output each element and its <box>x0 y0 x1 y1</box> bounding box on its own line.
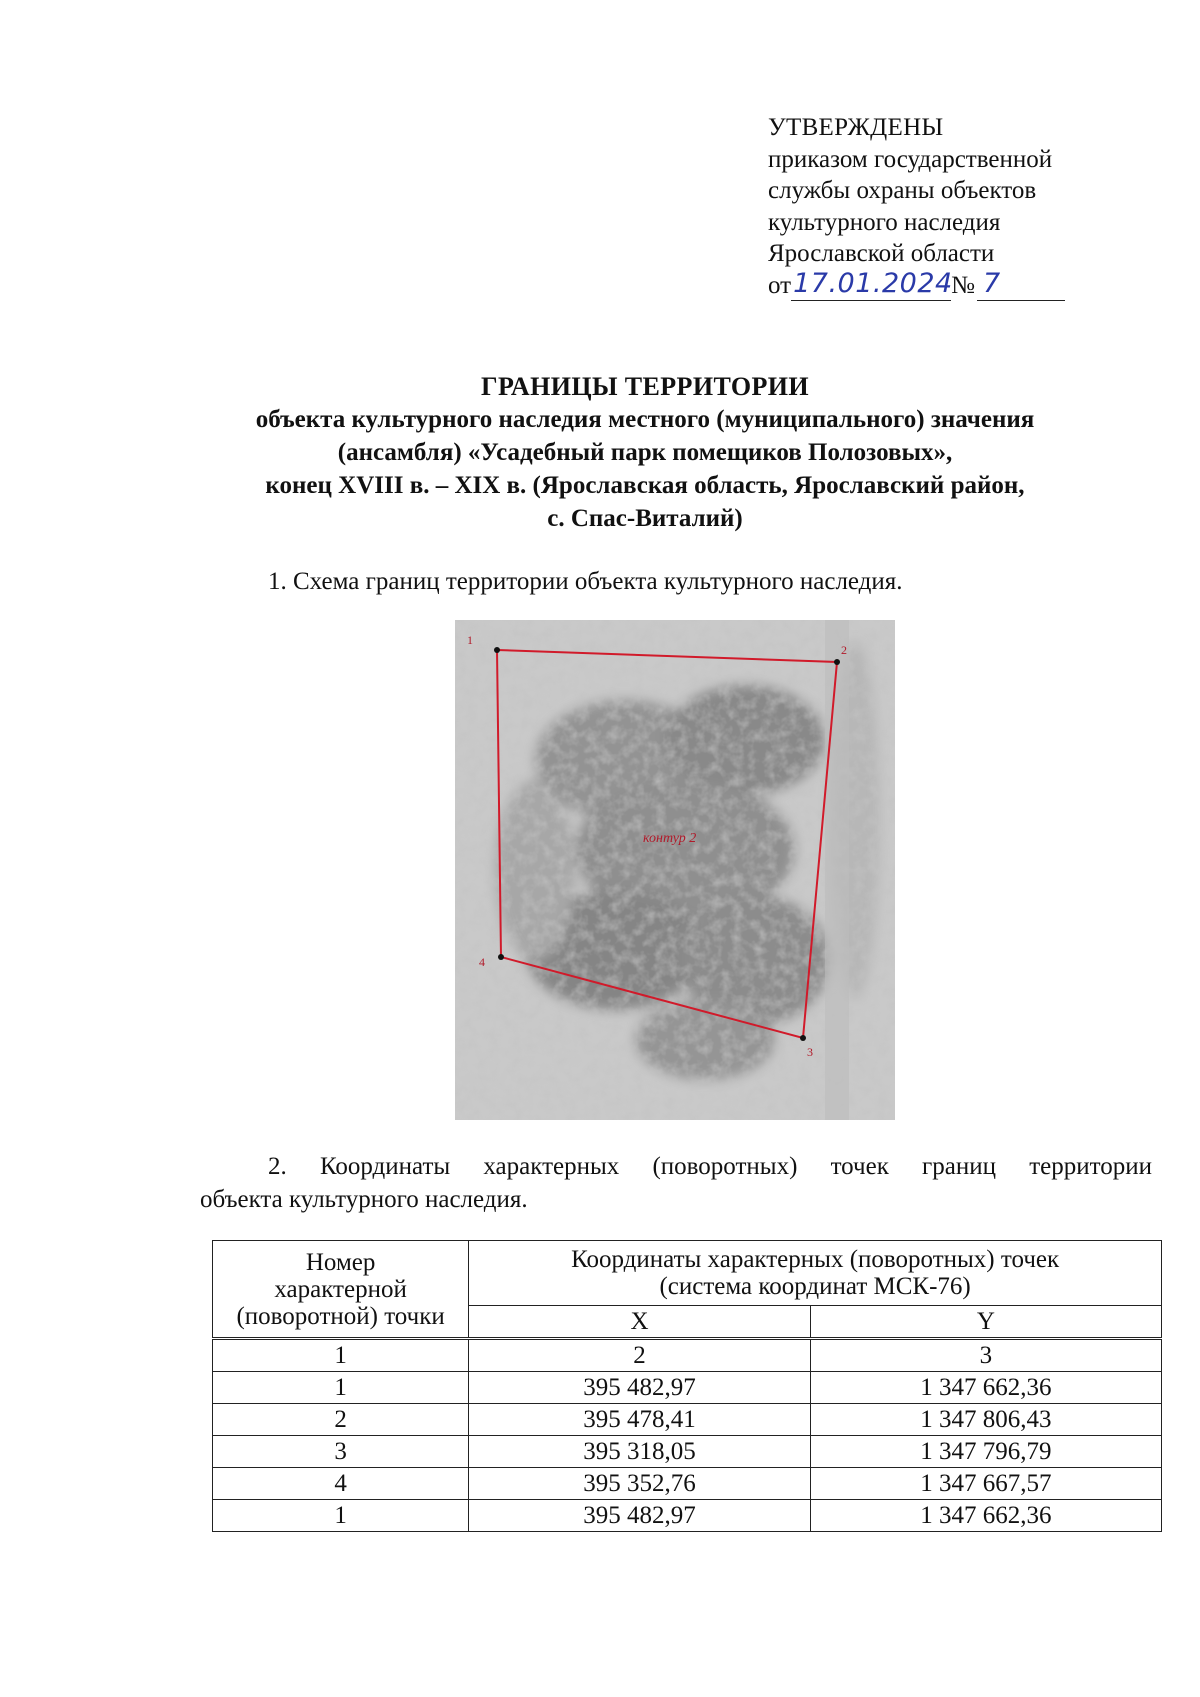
boundary-point-marker <box>834 659 840 665</box>
contour-label: контур 2 <box>643 831 697 846</box>
boundary-point-marker <box>494 647 500 653</box>
y-cell: 1 347 662,36 <box>810 1372 1161 1404</box>
date-field <box>791 268 953 301</box>
point-label-3: 3 <box>807 1045 813 1059</box>
x-cell: 395 478,41 <box>469 1404 811 1436</box>
x-cell: 395 482,97 <box>469 1372 811 1404</box>
point-label-1: 1 <box>467 633 473 647</box>
document-title <box>150 370 1140 535</box>
x-cell: 395 318,05 <box>469 1436 811 1468</box>
table-cell: 3 <box>810 1339 1161 1372</box>
y-cell: 1 347 806,43 <box>810 1404 1161 1436</box>
approval-line: приказом государственной <box>768 145 1053 173</box>
section-2-line: объекта культурного наследия. <box>200 1186 528 1213</box>
date-prefix: от <box>768 271 792 299</box>
col-x-header: X <box>469 1306 811 1339</box>
y-cell: 1 347 796,79 <box>810 1436 1161 1468</box>
approval-date-line <box>768 270 1188 302</box>
table-row <box>213 1500 1162 1532</box>
table-cell: 1 <box>213 1339 469 1372</box>
table-row <box>213 1436 1162 1468</box>
table-row <box>213 1404 1162 1436</box>
title-line: объекта культурного наследия местного (муниципального) значения <box>255 406 1035 433</box>
number-prefix: № <box>951 271 975 299</box>
point-cell: 1 <box>213 1372 469 1404</box>
col-y-header: Y <box>810 1306 1161 1339</box>
point-cell: 4 <box>213 1468 469 1500</box>
boundary-map <box>455 620 895 1120</box>
approval-heading: УТВЕРЖДЕНЫ <box>768 114 944 141</box>
col-point-number-header: Номер характерной (поворотной) точки <box>213 1241 469 1339</box>
table-header-row <box>213 1241 1162 1306</box>
section-2-heading <box>200 1150 1152 1216</box>
title-line: с. Спас-Виталий) <box>547 505 743 532</box>
handwritten-number: 7 <box>982 268 1001 299</box>
point-cell: 2 <box>213 1404 469 1436</box>
point-cell: 3 <box>213 1436 469 1468</box>
handwritten-date: 17.01.2024 <box>793 268 953 299</box>
aerial-photo <box>455 620 895 1120</box>
point-cell: 1 <box>213 1500 469 1532</box>
coordinates-table <box>212 1240 1162 1532</box>
title-line: конец XVIII в. – XIX в. (Ярославская область, Ярославский район, <box>265 472 1025 499</box>
approval-block <box>768 112 1188 301</box>
x-cell: 395 352,76 <box>469 1468 811 1500</box>
table-row <box>213 1372 1162 1404</box>
boundary-point-marker <box>800 1035 806 1041</box>
x-cell: 395 482,97 <box>469 1500 811 1532</box>
section-2-line: 2. Координаты характерных (поворотных) точек границ территории <box>268 1153 1152 1180</box>
point-label-2: 2 <box>841 643 847 657</box>
title-line: (ансамбля) «Усадебный парк помещиков Полозовых», <box>337 439 953 466</box>
y-cell: 1 347 662,36 <box>810 1500 1161 1532</box>
coordinates-group-header: Координаты характерных (поворотных) точек (система координат МСК-76) <box>469 1241 1162 1306</box>
approval-line: Ярославской области <box>768 240 995 267</box>
table-cell: 2 <box>469 1339 811 1372</box>
approval-line: службы охраны объектов <box>768 177 1037 204</box>
approval-line: культурного наследия <box>768 208 1001 236</box>
table-numbering-row <box>213 1339 1162 1372</box>
road-strip <box>825 620 849 1120</box>
title-main: ГРАНИЦЫ ТЕРРИТОРИИ <box>481 372 809 401</box>
number-field <box>977 268 1065 301</box>
point-label-4: 4 <box>479 955 485 969</box>
table-row <box>213 1468 1162 1500</box>
boundary-point-marker <box>498 954 504 960</box>
y-cell: 1 347 667,57 <box>810 1468 1161 1500</box>
section-1-heading: 1. Схема границ территории объекта культурного наследия. <box>268 568 903 595</box>
